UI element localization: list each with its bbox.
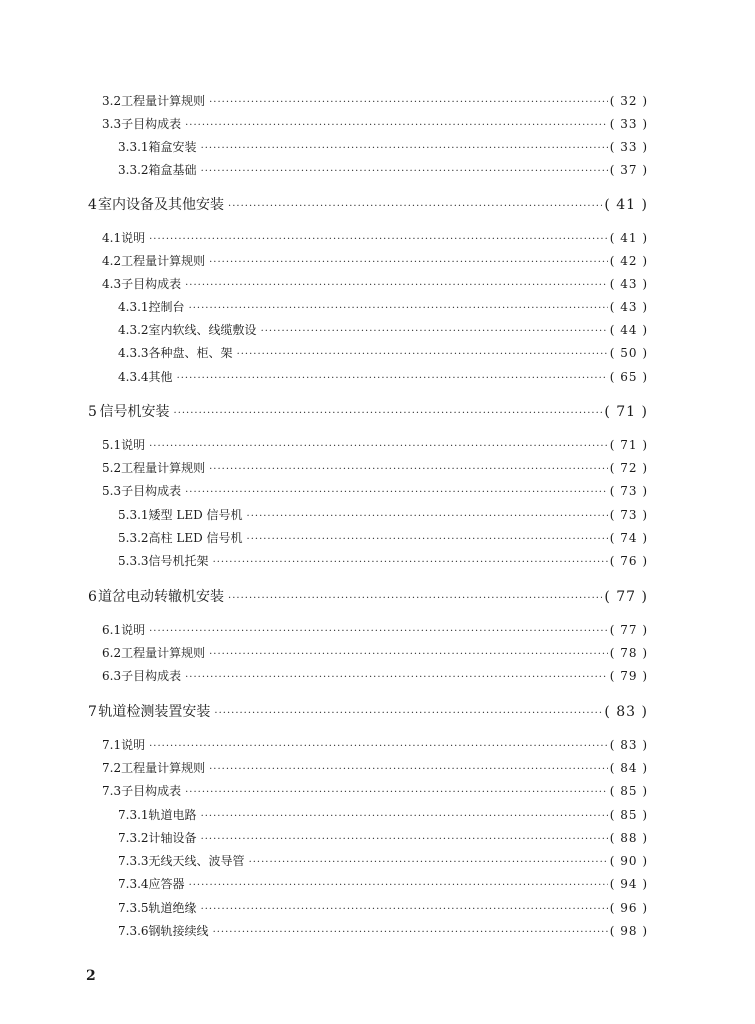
toc-entry[interactable]	[118, 139, 648, 157]
chapter-title: 轨道检测装置安装	[98, 704, 211, 720]
dot-leader	[201, 164, 608, 180]
chapter-number: 7	[88, 704, 97, 720]
entry-number: 3.2	[102, 94, 122, 108]
toc-chapter[interactable]	[88, 703, 648, 723]
entry-number: 6.2	[102, 646, 122, 660]
entry-title: 说明	[121, 623, 146, 637]
dot-leader	[213, 555, 608, 571]
entry-page: ( 83 )	[609, 738, 648, 752]
entry-title: 高柱 LED 信号机	[148, 531, 243, 545]
entry-title: 无线天线、波导管	[148, 854, 245, 868]
entry-page: ( 94 )	[609, 877, 648, 891]
toc-entry[interactable]	[118, 507, 648, 525]
entry-page: ( 44 )	[609, 323, 648, 337]
entry-page: ( 88 )	[609, 831, 648, 845]
toc-entry[interactable]	[102, 460, 648, 478]
entry-title: 应答器	[148, 877, 185, 891]
entry-number: 7.3.3	[118, 854, 149, 868]
toc-entry[interactable]	[118, 322, 648, 340]
entry-number: 4.3.2	[118, 323, 149, 337]
dot-leader	[174, 405, 603, 423]
chapter-page: ( 71 )	[604, 404, 648, 420]
entry-number: 5.3.2	[118, 531, 149, 545]
chapter-title: 信号机安装	[99, 404, 170, 420]
toc-entry[interactable]	[102, 760, 648, 778]
entry-number: 7.3.5	[118, 901, 149, 915]
chapter-page: ( 77 )	[604, 589, 648, 605]
toc-entry[interactable]	[102, 622, 648, 640]
entry-number: 5.2	[102, 461, 122, 475]
entry-number: 5.1	[102, 438, 122, 452]
dot-leader	[149, 624, 608, 640]
chapter-title: 室内设备及其他安装	[98, 197, 225, 213]
toc-entry[interactable]	[102, 93, 648, 111]
toc-chapter[interactable]	[88, 588, 648, 608]
dot-leader	[185, 485, 608, 501]
entry-page: ( 65 )	[609, 370, 648, 384]
entry-title: 子目构成表	[121, 484, 182, 498]
entry-number: 5.3	[102, 484, 122, 498]
dot-leader	[149, 439, 608, 455]
dot-leader	[201, 902, 608, 918]
entry-number: 7.3.2	[118, 831, 149, 845]
toc-entry[interactable]	[102, 645, 648, 663]
dot-leader	[185, 785, 608, 801]
entry-number: 6.3	[102, 669, 122, 683]
entry-number: 4.3.3	[118, 346, 149, 360]
dot-leader	[201, 141, 608, 157]
entry-page: ( 33 )	[609, 117, 648, 131]
entry-page: ( 32 )	[609, 94, 648, 108]
toc-entry[interactable]	[118, 807, 648, 825]
entry-page: ( 50 )	[609, 346, 648, 360]
entry-page: ( 84 )	[609, 761, 648, 775]
dot-leader	[201, 809, 608, 825]
toc-entry[interactable]	[118, 553, 648, 571]
chapter-page: ( 83 )	[604, 704, 648, 720]
dot-leader	[185, 670, 608, 686]
entry-number: 7.3.6	[118, 924, 149, 938]
entry-title: 工程量计算规则	[121, 646, 206, 660]
entry-number: 4.1	[102, 231, 122, 245]
dot-leader	[213, 925, 608, 941]
toc-entry[interactable]	[118, 876, 648, 894]
dot-leader	[261, 324, 608, 340]
toc-entry[interactable]	[102, 253, 648, 271]
chapter-page: ( 41 )	[604, 197, 648, 213]
entry-page: ( 85 )	[609, 808, 648, 822]
entry-page: ( 78 )	[609, 646, 648, 660]
dot-leader	[185, 118, 608, 134]
entry-title: 各种盘、柜、架	[148, 346, 233, 360]
dot-leader	[247, 532, 608, 548]
entry-number: 4.3.1	[118, 300, 149, 314]
entry-number: 7.1	[102, 738, 122, 752]
entry-page: ( 77 )	[609, 623, 648, 637]
toc-chapter[interactable]	[88, 403, 648, 423]
entry-number: 7.3.1	[118, 808, 149, 822]
dot-leader	[209, 255, 608, 271]
entry-title: 箱盒安装	[148, 140, 197, 154]
dot-leader	[149, 739, 608, 755]
entry-number: 7.2	[102, 761, 122, 775]
dot-leader	[249, 855, 608, 871]
entry-title: 说明	[121, 438, 146, 452]
entry-number: 5.3.1	[118, 508, 149, 522]
entry-title: 工程量计算规则	[121, 254, 206, 268]
toc-entry[interactable]	[102, 230, 648, 248]
toc-entry[interactable]	[118, 299, 648, 317]
entry-number: 7.3.4	[118, 877, 149, 891]
entry-page: ( 37 )	[609, 163, 648, 177]
entry-number: 4.3.4	[118, 370, 149, 384]
entry-title: 箱盒基础	[148, 163, 197, 177]
toc-entry[interactable]	[118, 345, 648, 363]
entry-title: 室内软线、线缆敷设	[148, 323, 257, 337]
dot-leader	[189, 878, 608, 894]
entry-number: 4.2	[102, 254, 122, 268]
chapter-number: 5	[88, 404, 97, 420]
dot-leader	[228, 198, 602, 216]
entry-page: ( 41 )	[609, 231, 648, 245]
entry-page: ( 73 )	[609, 484, 648, 498]
page-number: 2	[86, 968, 96, 984]
entry-page: ( 74 )	[609, 531, 648, 545]
entry-page: ( 43 )	[609, 277, 648, 291]
dot-leader	[209, 95, 608, 111]
entry-page: ( 98 )	[609, 924, 648, 938]
dot-leader	[209, 462, 608, 478]
dot-leader	[228, 590, 602, 608]
entry-page: ( 90 )	[609, 854, 648, 868]
toc-chapter[interactable]	[88, 196, 648, 216]
toc-entry[interactable]	[118, 923, 648, 941]
entry-title: 轨道绝缘	[148, 901, 197, 915]
entry-title: 子目构成表	[121, 117, 182, 131]
toc-entry[interactable]	[102, 737, 648, 755]
dot-leader	[214, 705, 602, 723]
dot-leader	[209, 762, 608, 778]
entry-title: 信号机托架	[148, 554, 209, 568]
dot-leader	[189, 301, 608, 317]
entry-title: 工程量计算规则	[121, 461, 206, 475]
toc-entry[interactable]	[102, 116, 648, 134]
toc-entry[interactable]	[102, 783, 648, 801]
entry-number: 4.3	[102, 277, 122, 291]
dot-leader	[209, 647, 608, 663]
toc-entry[interactable]	[118, 162, 648, 180]
dot-leader	[177, 371, 608, 387]
dot-leader	[185, 278, 608, 294]
entry-title: 子目构成表	[121, 669, 182, 683]
toc-entry[interactable]	[118, 530, 648, 548]
entry-page: ( 76 )	[609, 554, 648, 568]
toc-entry[interactable]	[118, 369, 648, 387]
entry-number: 6.1	[102, 623, 122, 637]
entry-title: 计轴设备	[148, 831, 197, 845]
entry-title: 控制台	[148, 300, 185, 314]
entry-title: 其他	[148, 370, 173, 384]
chapter-number: 6	[88, 589, 97, 605]
dot-leader	[247, 509, 608, 525]
chapter-title: 道岔电动转辙机安装	[98, 589, 225, 605]
dot-leader	[201, 832, 608, 848]
entry-title: 工程量计算规则	[121, 94, 206, 108]
entry-title: 说明	[121, 738, 146, 752]
entry-page: ( 85 )	[609, 784, 648, 798]
toc-entry[interactable]	[102, 276, 648, 294]
entry-page: ( 42 )	[609, 254, 648, 268]
entry-page: ( 71 )	[609, 438, 648, 452]
entry-number: 7.3	[102, 784, 122, 798]
entry-page: ( 73 )	[609, 508, 648, 522]
entry-title: 工程量计算规则	[121, 761, 206, 775]
entry-page: ( 43 )	[609, 300, 648, 314]
entry-title: 子目构成表	[121, 784, 182, 798]
dot-leader	[149, 232, 608, 248]
entry-title: 说明	[121, 231, 146, 245]
dot-leader	[237, 347, 608, 363]
entry-page: ( 79 )	[609, 669, 648, 683]
entry-page: ( 96 )	[609, 901, 648, 915]
entry-page: ( 72 )	[609, 461, 648, 475]
toc-entry[interactable]	[102, 483, 648, 501]
toc-entry[interactable]	[102, 668, 648, 686]
entry-number: 3.3.1	[118, 140, 149, 154]
entry-title: 轨道电路	[148, 808, 197, 822]
toc-entry[interactable]	[118, 900, 648, 918]
entry-title: 钢轨接续线	[148, 924, 209, 938]
entry-page: ( 33 )	[609, 140, 648, 154]
chapter-number: 4	[88, 197, 97, 213]
toc-entry[interactable]	[102, 437, 648, 455]
entry-title: 矮型 LED 信号机	[148, 508, 243, 522]
entry-title: 子目构成表	[121, 277, 182, 291]
entry-number: 5.3.3	[118, 554, 149, 568]
entry-number: 3.3.2	[118, 163, 149, 177]
toc-entry[interactable]	[118, 830, 648, 848]
entry-number: 3.3	[102, 117, 122, 131]
toc-entry[interactable]	[118, 853, 648, 871]
